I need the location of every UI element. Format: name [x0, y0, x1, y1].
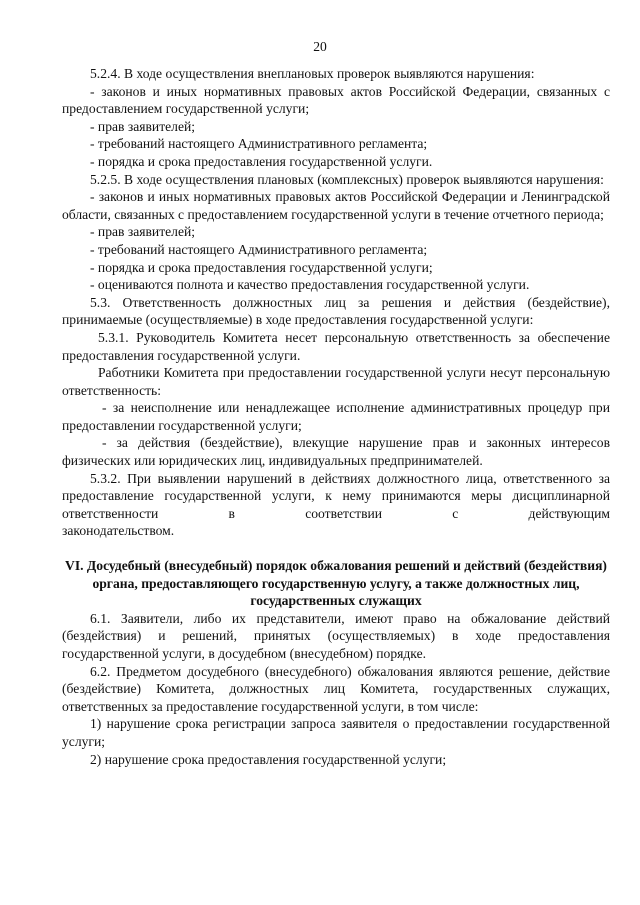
- paragraph: 5.3.1. Руководитель Комитета несет персональную ответственность за обеспечение предоставления государственной услуги.: [62, 329, 610, 363]
- paragraph: 5.3. Ответственность должностных лиц за решения и действия (бездействие), принимаемые (осуществляемые) в ходе предоставления государственной услуги:: [62, 294, 610, 328]
- section-5-text: [62, 65, 610, 540]
- paragraph: 1) нарушение срока регистрации запроса заявителя о предоставлении государственной услуги;: [62, 716, 610, 749]
- paragraph: 6.1. Заявители, либо их представители, имеют право на обжалование действий (бездействия) и решений, принятых (осуществляемых) в ходе предоставления государственной услуги, в досудебном (внесудебном) порядке.: [62, 610, 610, 661]
- paragraph: 5.2.4. В ходе осуществления внеплановых проверок выявляются нарушения:: [90, 66, 535, 81]
- paragraph: - прав заявителей;: [90, 224, 196, 240]
- paragraph: - требований настоящего Административного регламента;: [90, 136, 428, 152]
- paragraph: - законов и иных нормативных правовых актов Российской Федерации, связанных с предоставлением государственной услуги;: [62, 83, 610, 117]
- paragraph: законодательством.: [62, 523, 175, 539]
- document-body: [62, 65, 610, 768]
- paragraph: - за действия (бездействие), влекущие нарушение прав и законных интересов физических или юридических лиц, индивидуальных предпринимателей.: [62, 435, 610, 469]
- page-number: 20: [313, 39, 327, 54]
- section-6-text: [62, 610, 610, 768]
- paragraph: Работники Комитета при предоставлении государственной услуги несут персональную ответственность:: [62, 365, 610, 398]
- paragraph: - за неисполнение или ненадлежащее исполнение административных процедур при предоставлении государственной услуги;: [62, 400, 610, 433]
- paragraph: 5.2.5. В ходе осуществления плановых (комплексных) проверок выявляются нарушения:: [90, 171, 604, 187]
- paragraph: - оцениваются полнота и качество предоставления государственной услуги.: [90, 277, 530, 293]
- paragraph: - законов и иных нормативных правовых актов Российской Федерации и Ленинградской области, связанных с предоставлением государственной услуги в течение отчетного периода;: [62, 189, 610, 222]
- paragraph: 6.2. Предметом досудебного (внесудебного) обжалования являются решение, действие (бездействие) Комитета, должностных лиц Комитета, государственных служащих, ответственных за предоставление государственной услуги, в том числе:: [62, 663, 610, 714]
- paragraph: - порядка и срока предоставления государственной услуги;: [90, 259, 433, 275]
- paragraph: - требований настоящего Административного регламента;: [90, 241, 428, 257]
- paragraph: - прав заявителей;: [90, 118, 196, 134]
- section-6-heading: VI. Досудебный (внесудебный) порядок обжалования решений и действий (бездействия) органа, предоставляющего государственную услугу, а также должностных лиц, государственных служащих: [65, 558, 607, 609]
- paragraph: 2) нарушение срока предоставления государственной услуги;: [90, 751, 447, 767]
- paragraph: - порядка и срока предоставления государственной услуги.: [90, 153, 433, 169]
- paragraph: 5.3.2. При выявлении нарушений в действиях должностного лица, ответственного за предоставление государственной услуги, к нему принимаются меры дисциплинарной ответственности в соответствии с действующим: [62, 470, 610, 521]
